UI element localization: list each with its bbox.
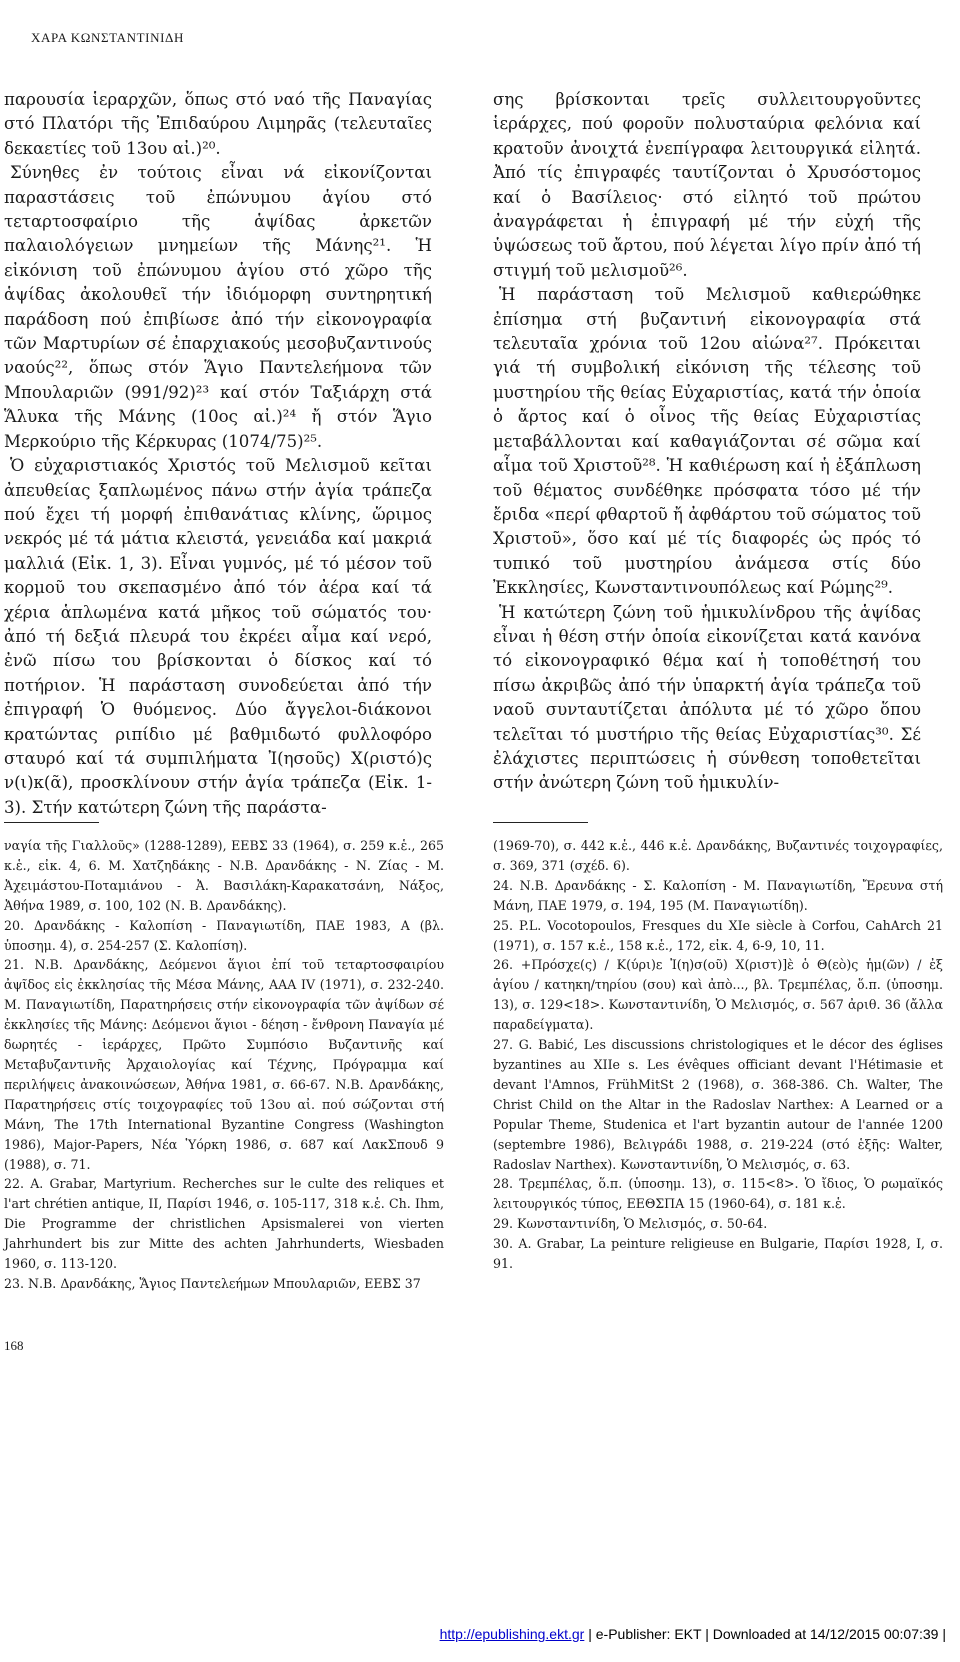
footer-info: | e-Publisher: EKT | Downloaded at 14/12/2015 00:07:39 |: [584, 1626, 946, 1642]
body-column-left: [4, 88, 432, 820]
footnote: 26. +Πρόσχε(ς) / Κ(ύρι)ε Ἰ(η)σ(οῦ) Χ(ριστ)]ὲ ὁ Θ(εὸ)ς ἡμ(ῶν) / ἐξ ἁγίου / κατηκη/τηρίου (σου) καὶ ἀπὸ..., βλ. Τρεμπέλας, ὅ.π. (ὑποσημ. 13), σ. 129<18>. Κωνσταντινίδη, Ὁ Μελισμός, σ. 567 ἀριθ. 36 (ἄλλα παραδείγματα).: [493, 957, 943, 1033]
paragraph: Σύνηθες ἐν τούτοις εἶναι νά εἰκονίζονται παραστάσεις τοῦ ἐπώνυμου ἁγίου στό τεταρτοσφαίριο τῆς ἁψίδας ἀρκετῶν παλαιολόγειων μνημείων τῆς Μάνης²¹. Ἡ εἰκόνιση τοῦ ἐπώνυμου ἁγίου στό χῶρο τῆς ἁψίδας ἀκολουθεῖ τήν ἰδιόμορφη συντηρητική παράδοση πού ἐπιβίωσε ἀπό τήν εἰκονογραφία τῶν Μαρτυρίων σέ ἐπαρχιακούς μεσοβυζαντινούς ναούς²², ὅπως στόν Ἅγιο Παντελεήμονα τῶν Μπουλαριῶν (991/92)²³ καί στόν Ταξιάρχη στά Ἅλυκα τῆς Μάνης (10ος αἰ.)²⁴ ἤ στόν Ἅγιο Μερκούριο τῆς Κέρκυρας (1074/75)²⁵.: [4, 163, 432, 451]
body-column-right: [493, 88, 921, 796]
footnote: (1969-70), σ. 442 κ.ἑ., 446 κ.ἑ. Δρανδάκης, Βυζαντινές τοιχογραφίες, σ. 369, 371 (σχέδ. 6).: [493, 838, 943, 873]
footnote: 27. G. Babić, Les discussions christologiques et le décor des églises byzantines au XIIe s. Les évêques officiant devant l'Hétimasie et devant l'Amnos, FrühMitSt 2 (1968), σ. 368-386. Ch. Walter, The Christ Child on the Altar in the Radoslav Narthex: A Learned or a Popular Theme, Studenica et l'art byzantin autour de l'année 1200 (septembre 1986), Βελιγράδι 1988, σ. 219-224 (στό ἑξῆς: Walter, Radoslav Narthex). Κωνσταντινίδη, Ὁ Μελισμός, σ. 63.: [493, 1037, 943, 1172]
footnotes-left: [4, 836, 444, 1294]
footnote-rule: [493, 822, 588, 823]
paragraph: Ἡ κατώτερη ζώνη τοῦ ἡμικυλίνδρου τῆς ἁψίδας εἶναι ἡ θέση στήν ὁποία εἰκονίζεται κατά κανόνα τό εἰκονογραφικό θέμα καί ἡ τοποθέτησή του πίσω ἀκριβῶς ἀπό τήν ὑπαρκτή ἁγία τράπεζα τοῦ ναοῦ συνταυτίζεται ἀπόλυτα μέ τό χῶρο ὅπου τελεῖται τό μυστήριο τῆς θείας Εὐχαριστίας³⁰. Σέ ἐλάχιστες περιπτώσεις ἡ σύνθεση τοποθετεῖται στήν ἀνώτερη ζώνη τοῦ ἡμικυλίν-: [493, 602, 921, 793]
footnote: 20. Δρανδάκης - Καλοπίση - Παναγιωτίδη, ΠΑΕ 1983, Α (βλ. ὑποσημ. 4), σ. 254-257 (Σ. Καλοπίση).: [4, 917, 444, 953]
footnote: 25. P.L. Vocotopoulos, Fresques du XIe siècle à Corfou, CahArch 21 (1971), σ. 157 κ.ἑ., 158 κ.ἑ., 172, εἰκ. 4, 6-9, 10, 11.: [493, 917, 943, 953]
paragraph: Ὁ εὐχαριστιακός Χριστός τοῦ Μελισμοῦ κεῖται ἀπευθείας ξαπλωμένος πάνω στήν ἁγία τράπεζα πού ἔχει τή μορφή ἐπιθανάτιας κλίνης, ὥριμος νεκρός μέ τά μάτια κλειστά, γενειάδα καί μακριά μαλλιά (Εἰκ. 1, 3). Εἶναι γυμνός, μέ τό μέσον τοῦ κορμοῦ του σκεπασμένο ἀπό τόν ἀέρα καί τά χέρια ἁπλωμένα κατά μῆκος τοῦ σώματός του· ἀπό τή δεξιά πλευρά του ἐκρέει αἷμα καί νερό, ἐνῶ πίσω του βρίσκονται ὁ δίσκος καί τό ποτήριον. Ἡ παράσταση συνοδεύεται ἀπό τήν ἐπιγραφή Ὁ θυόμενος. Δύο ἄγγελοι-διάκονοι κρατώντας ριπίδιο μέ βαθμιδωτό φυλλοφόρο σταυρό καί τά συμπιλήματα Ἰ(ησοῦς) Χ(ριστό)ς ν(ι)κ(ᾶ), προσκλίνουν στήν ἁγία τράπεζα (Εἰκ. 1-3). Στήν κατώτερη ζώνη τῆς παράστα-: [4, 456, 432, 817]
footnote: 21. Ν.Β. Δρανδάκης, Δεόμενοι ἅγιοι ἐπί τοῦ τεταρτοσφαιρίου ἀψῖδος εἰς ἐκκλησίας τῆς Μέσα Μάνης, ΑΑΑ IV (1971), σ. 232-240. Μ. Παναγιωτίδη, Παρατηρήσεις στήν εἰκονογραφία τῶν ἀψίδων σέ ἐκκλησίες τῆς Μάνης: Δεόμενοι ἅγιοι - δέηση - ἔνθρονη Παναγία μέ δωρητές - ἱεράρχες, Πρῶτο Συμπόσιο Βυζαντινῆς καί Μεταβυζαντινῆς Ἀρχαιολογίας καί Τέχνης, Πρόγραμμα καί περιλήψεις ἀνακοινώσεων, Ἀθήνα 1981, σ. 66-67. Ν.Β. Δρανδάκης, Παρατηρήσεις στίς τοιχογραφίες τοῦ 13ου αἰ. πού σώζονται στή Μάνη, The 17th International Byzantine Congress (Washington 1986), Major-Papers, Νέα Ὑόρκη 1986, σ. 687 καί ΛακΣπουδ 9 (1988), σ. 71.: [4, 957, 444, 1172]
footnote: 22. A. Grabar, Martyrium. Recherches sur le culte des reliques et l'art chrétien antique, II, Παρίσι 1946, σ. 105-117, 318 κ.ἑ. Ch. Ihm, Die Programme der christlichen Apsismalerei von vierten Jahrhundert bis zur Mitte des achten Jahrhunderts, Wiesbaden 1960, σ. 113-120.: [4, 1176, 444, 1272]
page-number: 168: [4, 1338, 24, 1353]
paragraph: Ἡ παράσταση τοῦ Μελισμοῦ καθιερώθηκε ἐπίσημα στή βυζαντινή εἰκονογραφία στά τελευταῖα χρόνια τοῦ 12ου αἰώνα²⁷. Πρόκειται γιά τή συμβολική εἰκόνιση τῆς τέλεσης τοῦ μυστηρίου τῆς θείας Εὐχαριστίας, κατά τήν ὁποία ὁ ἄρτος καί ὁ οἶνος τῆς θείας Εὐχαριστίας μεταβάλλονται καί καθαγιάζονται σέ σῶμα καί αἷμα τοῦ Χριστοῦ²⁸. Ἡ καθιέρωση καί ἡ ἐξάπλωση τοῦ θέματος συνδέθηκε πρόσφατα τόσο μέ τήν ἔριδα «περί φθαρτοῦ ἤ ἀφθάρτου τοῦ σώματος τοῦ Χριστοῦ», ὅσο καί μέ τίς διαφορές ὡς πρός τό τυπικό τοῦ μυστηρίου ἀνάμεσα στίς δύο Ἐκκλησίες, Κωνσταντινουπόλεως καί Ρώμης²⁹.: [493, 285, 921, 598]
running-head: ΧΑΡΑ ΚΩΝΣΤΑΝΤΙΝΙΔΗ: [31, 30, 184, 45]
footnotes-right: [493, 836, 943, 1274]
paragraph: σης βρίσκονται τρεῖς συλλειτουργοῦντες ἱεράρχες, πού φοροῦν πολυσταύρια φελόνια καί κρατοῦν ἀνοιχτά ἐνεπίγραφα λειτουργικά εἰλητά. Ἀπό τίς ἐπιγραφές ταυτίζονται ὁ Χρυσόστομος καί ὁ Βασίλειος· στό εἰλητό τοῦ πρώτου ἀναγράφεται ἡ ἐπιγραφή μέ τήν εὐχή τῆς ὑψώσεως τοῦ ἄρτου, πού λέγεται λίγο πρίν ἀπό τή στιγμή τοῦ μελισμοῦ²⁶.: [493, 90, 921, 280]
footnote: ναγία τῆς Γιαλλοῦς» (1288-1289), ΕΕΒΣ 33 (1964), σ. 259 κ.ἑ., 265 κ.ἑ., εἰκ. 4, 6. Μ. Χατζηδάκης - Ν.Β. Δρανδάκης - Ν. Ζίας - Μ. Ἀχειμάστου-Ποταμιάνου - Ἀ. Βασιλάκη-Καρακατσάνη, Νάξος, Ἀθήνα 1989, σ. 100, 102 (Ν. Β. Δρανδάκης).: [4, 838, 444, 913]
footnote: 23. Ν.Β. Δρανδάκης, Ἅγιος Παντελεήμων Μπουλαριῶν, ΕΕΒΣ 37: [4, 1275, 421, 1291]
footnote: 29. Κωνσταντινίδη, Ὁ Μελισμός, σ. 50-64.: [493, 1216, 768, 1232]
footnote-rule: [4, 822, 99, 823]
footnote: 28. Τρεμπέλας, ὅ.π. (ὑποσημ. 13), σ. 115<8>. Ὁ ἴδιος, Ὁ ρωμαϊκός λειτουργικός τύπος, ΕΕΘΣΠΑ 15 (1960-64), σ. 181 κ.ἑ.: [493, 1176, 943, 1212]
paragraph: παρουσία ἱεραρχῶν, ὅπως στό ναό τῆς Παναγίας στό Πλατόρι τῆς Ἐπιδαύρου Λιμηρᾶς (τελευταῖες δεκαετίες τοῦ 13ου αἰ.)²⁰.: [4, 90, 432, 158]
footnote: 30. A. Grabar, La peinture religieuse en Bulgarie, Παρίσι 1928, I, σ. 91.: [493, 1236, 943, 1272]
download-footer: [0, 1626, 946, 1642]
footnote: 24. Ν.Β. Δρανδάκης - Σ. Καλοπίση - Μ. Παναγιωτίδη, Ἔρευνα στή Μάνη, ΠΑΕ 1979, σ. 194, 195 (Μ. Παναγιωτίδη).: [493, 877, 943, 913]
publisher-link[interactable]: http://epublishing.ekt.gr: [439, 1626, 585, 1642]
